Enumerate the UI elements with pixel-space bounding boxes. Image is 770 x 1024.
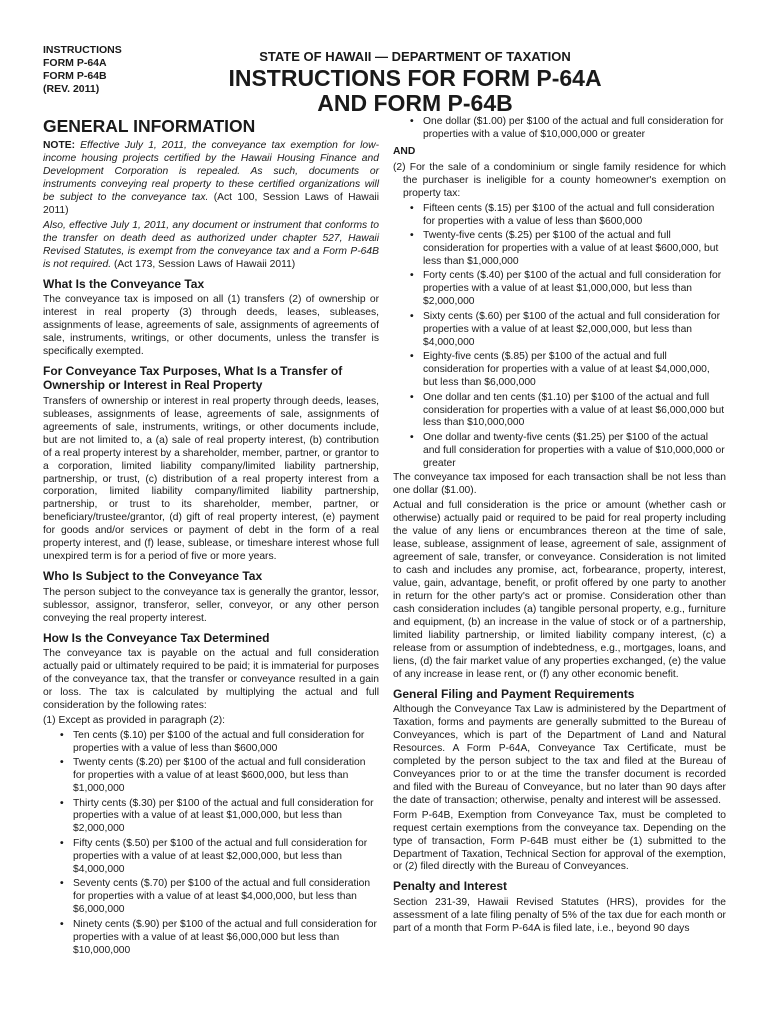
page-title [215,66,615,116]
body-paragraph: The conveyance tax imposed for each transaction shall be not less than one dollar ($1.00). [393,472,726,497]
list-item-text: Fifteen cents ($.15) per $100 of the actual and full consideration for properties with a value of less than $600,000 [423,202,715,227]
note-label: NOTE: [43,140,76,151]
bullet-icon: • [410,202,414,214]
bullet-icon: • [60,878,64,890]
list-item-text: One dollar and twenty-five cents ($1.25) per $100 of the actual and full consideration for properties with a value of $10,000,000 or greater [423,431,725,469]
subsection-heading: What Is the Conveyance Tax [43,276,205,291]
page-header [215,49,615,116]
and-connector: AND [393,145,416,157]
bullet-icon: • [60,837,64,849]
list-item [403,230,726,269]
section-title: GENERAL INFORMATION [43,116,256,136]
subsection-heading: For Conveyance Tax Purposes, What Is a Transfer of Ownership or Interest in Real Property [43,363,343,393]
list-item [43,730,379,756]
form-id-line: FORM P-64A [43,57,107,69]
list-item [403,311,726,350]
list-item [403,270,726,309]
bullet-icon: • [60,918,64,930]
note-paragraph [43,140,379,218]
note-citation: (Act 173, Session Laws of Hawaii 2011) [111,258,296,270]
note-citation: (Act 100, Session Laws of Hawaii 2011) [43,191,379,216]
form-identifier [43,44,122,96]
rate-list [43,730,379,958]
bullet-icon: • [410,310,414,322]
note-italic-text: Also, effective July 1, 2011, any document or instrument that conforms to the transfer on death deed as authorized under chapter 527, Hawaii Revised Statutes, is exempt from the conveyance tax and a Form P-64B is not required. [43,219,379,270]
right-column [393,116,726,938]
form-id-line: INSTRUCTIONS [43,44,122,56]
list-item [43,919,379,958]
list-item [43,838,379,877]
bullet-icon: • [410,116,414,127]
body-paragraph: The conveyance tax is payable on the actual and full consideration actually paid or ultimately required to be paid; it is immaterial for purposes of the conveyance tax, that the transfer or conveyance resulted in a gain or loss. The tax is calculated by multiplying the actual and full consideration by the following rates: [43,648,379,711]
subsection-heading: Penalty and Interest [393,879,508,894]
body-paragraph: The person subject to the conveyance tax is generally the grantor, lessor, sublessor, assignor, transferor, seller, conveyor, or any other person conveying the real property interest. [43,586,379,624]
list-item [403,203,726,229]
body-paragraph: Although the Conveyance Tax Law is administered by the Department of Taxation, forms and payments are generally submitted to the Bureau of Conveyances, which is part of the Department of Land and Natural Resources. A Form P-64A, Conveyance Tax Certificate, must be completed by the person subject to the tax and filed at the Bureau of Conveyances prior to or at the time the transfer document is recorded and filed with the Bureau of Conveyance, but no later than 90 days after the date of transaction; otherwise, penalty and interest will be assessed. [393,704,726,806]
body-paragraph: Form P-64B, Exemption from Conveyance Tax, must be completed to request certain exemptions from the conveyance tax. Depending on the type of transaction, Form P-64B must either be (1) submitted to the Department of Taxation, Technical Section for approval of the exemption, or (2) filed directly with the Bureau of Conveyances. [393,809,726,873]
list-item-text: Forty cents ($.40) per $100 of the actual and full consideration for properties with a value of at least $1,000,000, but less than $2,000,000 [423,270,722,308]
list-item-text: Ninety cents ($.90) per $100 of the actual and full consideration for properties with a value of at least $6,000,000 but less than $10,000,000 [73,918,377,956]
rate-paragraph-label: (2) For the sale of a condominium or single family residence for which the purchaser is ineligible for a county homeowner's exemption on property tax: [393,161,726,199]
bullet-icon: • [410,391,414,403]
list-item-text: One dollar and ten cents ($1.10) per $100 of the actual and full consideration for properties with a value of at least $6,000,000 but less than $10,000,000 [423,391,725,429]
list-item-text: Seventy cents ($.70) per $100 of the actual and full consideration for properties with a value of at least $4,000,000, but less than $6,000,000 [73,878,371,916]
rate-paragraph-label: (1) Except as provided in paragraph (2): [43,714,226,726]
body-paragraph: Section 231-39, Hawaii Revised Statutes (HRS), provides for the assessment of a late filing penalty of 5% of the tax due for each month or part of a month that Form P-64A is filed late, i.e., beyond 90 days [393,896,726,934]
list-item-text: Sixty cents ($.60) per $100 of the actual and full consideration for properties with a value of at least $2,000,000, but less than $4,000,000 [423,310,721,348]
list-item [43,878,379,917]
bullet-icon: • [60,757,64,769]
bullet-icon: • [410,230,414,242]
list-item-text: One dollar ($1.00) per $100 of the actual and full consideration for properties with a value of $10,000,000 or greater [423,116,724,140]
subsection-heading: Who Is Subject to the Conveyance Tax [43,569,263,584]
bullet-icon: • [60,797,64,809]
list-item-text: Thirty cents ($.30) per $100 of the actual and full consideration for properties with a value of at least $1,000,000, but less than $2,000,000 [73,797,374,835]
list-item-text: Twenty cents ($.20) per $100 of the actual and full consideration for properties with a value of at least $600,000, but less than $1,000,000 [73,757,366,795]
left-column [43,116,379,959]
bullet-icon: • [410,351,414,363]
body-paragraph: The conveyance tax is imposed on all (1) transfers (2) of ownership or interest in real property (3) through deeds, leases, subleases, assignments of lease, agreements of sale, assignments of agreements of sale, instruments, writings, or other documents, unless the transfer is specifically exempted. [43,294,379,357]
bullet-icon: • [410,270,414,282]
note-italic-text: Effective July 1, 2011, the conveyance tax exemption for low-income housing projects certified by the Hawaii Housing Finance and Development Corporation is repealed. As such, documents or instruments conveying real property to these certified organizations will be subject to the conveyance tax. [43,140,379,203]
bullet-icon: • [410,431,414,443]
list-item-text: Eighty-five cents ($.85) per $100 of the actual and full consideration for properties with a value of at least $4,000,000, but less than $6,000,000 [423,351,710,389]
list-item-text: Ten cents ($.10) per $100 of the actual and full consideration for properties with a value of less than $600,000 [73,729,365,754]
body-paragraph: Transfers of ownership or interest in real property through deeds, leases, subleases, assignments of lease, agreements of sale, assignments of agreements of sale, instruments, writings, or other documents include, but are not limited to, a (a) sale of real property interest, (b) contribution of a real property interest by a shareholder, member, partner, or grantor to a corporation, limited liability company/limited liability partnership, partnership, or trust, (c) distribution of a real property interest from a corporation, limited liability company/limited liability partnership, partnership, or trust to its shareholder, member, partner, or beneficiary/trustee/grantor, (d) gift of real property interest, (e) payment for goods and/or services or payment of debt in the form of a real property interest, and (f) lease, sublease, or timeshare interest whose full unexpired term is for a period of five or more years. [43,395,379,563]
subsection-heading: How Is the Conveyance Tax Determined [43,630,270,645]
list-item-text: Fifty cents ($.50) per $100 of the actual and full consideration for properties with a value of at least $2,000,000, but less than $4,000,000 [73,837,368,875]
list-item [403,432,726,471]
bullet-icon: • [60,729,64,741]
list-item [393,116,726,142]
rate-list [393,203,726,471]
department-name: STATE OF HAWAII — DEPARTMENT OF TAXATION [259,49,571,64]
page-title-line: AND FORM P-64B [317,90,513,116]
form-id-line: FORM P-64B [43,70,107,82]
list-item-text: Twenty-five cents ($.25) per $100 of the actual and full consideration for properties with a value of at least $600,000, but less than $1,000,000 [423,230,719,268]
list-item [43,798,379,837]
list-item [43,757,379,796]
body-paragraph: Actual and full consideration is the price or amount (whether cash or otherwise) actually paid or required to be paid for real property including the value of any liens or encumbrances thereon at the time of sale, lease, sublease, assignment of lease, agreement of sale, assignment of agreement of sale, transfer, or conveyance. Consideration is not limited to cash and includes any promise, act, forbearance, property, interest, value, gain, advantage, benefit, or profit offered by one party to another in return for the other party's act or promise. Consideration other than cash consideration includes (a) tangible personal property, e.g., furniture and equipment, (b) an increase in the value of stock or of a partnership, limited liability partnership, or limited liability company interest, (c) a release from or assumption of indebtedness, e.g., mortgages, loans, and liens, (d) the fair market value of any properties exchanged, (e) the value of any increase in lease rent, or (f) any other economic benefit. [393,500,726,680]
subsection-heading: General Filing and Payment Requirements [393,686,635,701]
list-item [403,351,726,390]
page-title-line: INSTRUCTIONS FOR FORM P-64A [228,65,602,91]
list-item [403,392,726,431]
form-id-line: (REV. 2011) [43,83,100,95]
note-paragraph [43,220,379,272]
rate-list [393,116,726,142]
